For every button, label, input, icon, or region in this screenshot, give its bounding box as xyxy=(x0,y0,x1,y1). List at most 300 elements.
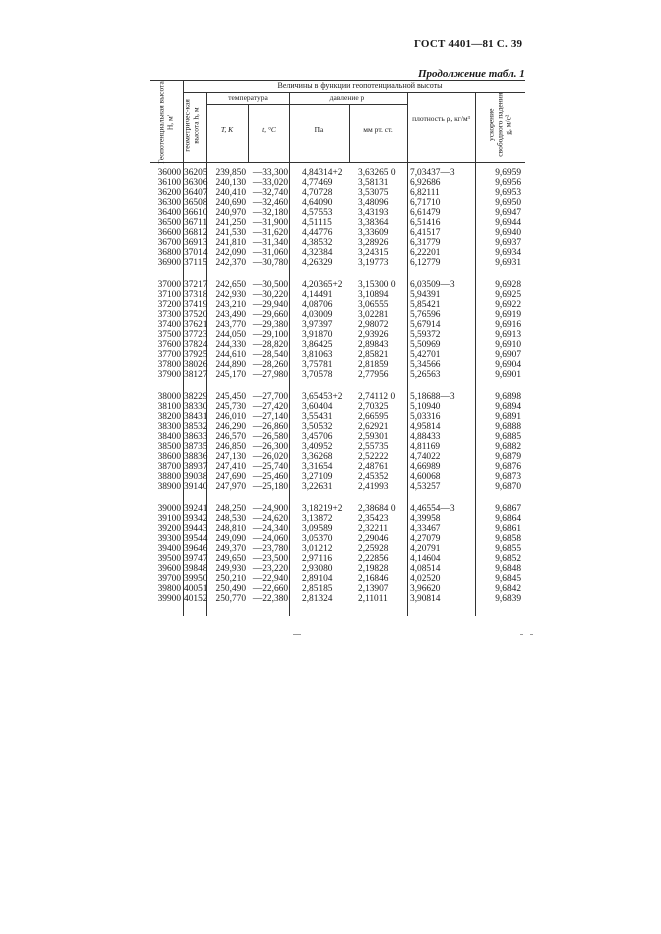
table-cell-rho: 4,95814 xyxy=(410,422,441,432)
table-cell-h: 38127 xyxy=(184,370,208,380)
group-spacer xyxy=(207,380,246,392)
table-cell-rho: 6,82111 xyxy=(410,188,440,198)
table-cell-h: 37419 xyxy=(184,300,208,310)
table-cell-g: 9,6885 xyxy=(495,432,521,442)
table-cell-t: —25,740 xyxy=(252,462,288,472)
table-cell-rho: 6,92686 xyxy=(410,178,441,188)
table-cell-T: 250,770 xyxy=(215,594,246,604)
table-cell-h: 37115 xyxy=(184,258,208,268)
table-continuation-label: Продолжение табл. 1 xyxy=(418,68,525,80)
column-temperature-c xyxy=(250,168,288,604)
table-cell-mm: 3,53075 xyxy=(358,188,389,198)
table-cell-h: 40051 xyxy=(184,584,208,594)
table-cell-rho: 4,33467 xyxy=(410,524,441,534)
table-cell-t: —32,740 xyxy=(252,188,288,198)
table-cell-t: —28,540 xyxy=(252,350,288,360)
table-cell-p: 2,81324 xyxy=(302,594,333,604)
table-cell-p: 4,70728 xyxy=(302,188,333,198)
table-cell-t: —24,060 xyxy=(252,534,288,544)
table-cell-g: 9,6950 xyxy=(495,198,521,208)
table-cell-H: 36300 xyxy=(157,198,181,208)
table-cell-t: —32,460 xyxy=(252,198,288,208)
table-cell-g: 9,6931 xyxy=(495,258,521,268)
table-cell-mm: 3,10894 xyxy=(358,290,389,300)
table-cell-h: 39443 xyxy=(184,524,208,534)
table-cell-T: 240,130 xyxy=(215,178,246,188)
group-spacer xyxy=(150,380,181,392)
col-divider-3 xyxy=(289,92,290,616)
group-spacer xyxy=(410,268,472,280)
page-mark xyxy=(293,634,301,635)
table-cell-t: —22,380 xyxy=(252,594,288,604)
table-cell-p: 3,91870 xyxy=(302,330,333,340)
table-cell-t: —31,900 xyxy=(252,218,288,228)
table-cell-mm: 3,19773 xyxy=(358,258,389,268)
table-cell-T: 241,250 xyxy=(215,218,246,228)
table-cell-h: 37318 xyxy=(184,290,208,300)
header-t: t, °С xyxy=(262,125,276,134)
table-cell-H: 38400 xyxy=(157,432,181,442)
table-cell-mm: 2,74112 0 xyxy=(358,392,396,402)
table-cell-p: 4,14491 xyxy=(302,290,333,300)
table-cell-H: 37900 xyxy=(157,370,181,380)
table-cell-p: 3,27109 xyxy=(302,472,333,482)
table-cell-T: 250,210 xyxy=(215,574,246,584)
table-cell-p: 2,93080 xyxy=(302,564,333,574)
table-cell-mm: 2,70325 xyxy=(358,402,389,412)
table-cell-g: 9,6894 xyxy=(495,402,521,412)
table-cell-T: 244,050 xyxy=(215,330,246,340)
table-cell-H: 37600 xyxy=(157,340,181,350)
table-cell-h: 39140 xyxy=(184,482,208,492)
group-spacer xyxy=(480,380,521,392)
table-cell-H: 38700 xyxy=(157,462,181,472)
table-cell-h: 38229 xyxy=(184,392,208,402)
table-cell-T: 244,610 xyxy=(215,350,246,360)
table-cell-t: —22,660 xyxy=(252,584,288,594)
table-cell-t: —26,860 xyxy=(252,422,288,432)
table-cell-T: 245,450 xyxy=(215,392,246,402)
table-cell-p: 3,97397 xyxy=(302,320,333,330)
table-cell-T: 243,770 xyxy=(215,320,246,330)
table-cell-mm: 3,43193 xyxy=(358,208,389,218)
table-cell-mm: 3,33609 xyxy=(358,228,389,238)
table-cell-H: 39400 xyxy=(157,544,181,554)
table-cell-H: 39900 xyxy=(157,594,181,604)
table-cell-t: —30,780 xyxy=(252,258,288,268)
table-cell-mm: 2,16846 xyxy=(358,574,389,584)
table-cell-T: 248,810 xyxy=(215,524,246,534)
table-cell-g: 9,6845 xyxy=(495,574,521,584)
group-spacer xyxy=(150,492,181,504)
table-cell-p: 4,26329 xyxy=(302,258,333,268)
group-spacer xyxy=(302,380,354,392)
table-cell-h: 39544 xyxy=(184,534,208,544)
table-cell-p: 4,77469 xyxy=(302,178,333,188)
column-density xyxy=(410,168,472,604)
table-cell-p: 3,18219+2 xyxy=(302,504,343,514)
table-cell-mm: 2,89843 xyxy=(358,340,389,350)
table-cell-H: 38800 xyxy=(157,472,181,482)
table-cell-t: —25,180 xyxy=(252,482,288,492)
temp-subdivider xyxy=(248,104,249,162)
table-cell-H: 36200 xyxy=(157,188,181,198)
table-cell-T: 249,090 xyxy=(215,534,246,544)
table-cell-H: 38900 xyxy=(157,482,181,492)
table-cell-h: 36205 xyxy=(184,168,208,178)
table-cell-mm: 2,98072 xyxy=(358,320,389,330)
table-cell-g: 9,6922 xyxy=(495,300,521,310)
table-cell-h: 38937 xyxy=(184,462,208,472)
table-cell-g: 9,6916 xyxy=(495,320,521,330)
table-cell-rho: 4,14604 xyxy=(410,554,441,564)
table-cell-g: 9,6842 xyxy=(495,584,521,594)
table-cell-h: 36306 xyxy=(184,178,208,188)
group-spacer xyxy=(250,492,288,504)
table-cell-H: 39600 xyxy=(157,564,181,574)
group-spacer xyxy=(410,380,472,392)
table-cell-p: 4,44776 xyxy=(302,228,333,238)
table-cell-g: 9,6891 xyxy=(495,412,521,422)
table-cell-T: 243,490 xyxy=(215,310,246,320)
table-cell-h: 39241 xyxy=(184,504,208,514)
table-cell-H: 36700 xyxy=(157,238,181,248)
table-cell-mm: 2,62921 xyxy=(358,422,389,432)
table-cell-g: 9,6879 xyxy=(495,452,521,462)
table-cell-T: 249,650 xyxy=(215,554,246,564)
table-cell-H: 37700 xyxy=(157,350,181,360)
table-cell-p: 3,09589 xyxy=(302,524,333,534)
table-cell-h: 36913 xyxy=(184,238,208,248)
header-pressure: давление p xyxy=(329,93,365,102)
table-cell-t: —28,260 xyxy=(252,360,288,370)
table-cell-h: 39038 xyxy=(184,472,208,482)
table-cell-t: —23,780 xyxy=(252,544,288,554)
table-cell-T: 242,650 xyxy=(215,280,246,290)
table-cell-H: 39000 xyxy=(157,504,181,514)
table-cell-H: 38000 xyxy=(157,392,181,402)
table-cell-g: 9,6907 xyxy=(495,350,521,360)
table-cell-H: 37000 xyxy=(157,280,181,290)
table-cell-rho: 5,42701 xyxy=(410,350,441,360)
table-cell-rho: 5,34566 xyxy=(410,360,441,370)
column-geopotential-height xyxy=(150,168,181,604)
group-spacer xyxy=(358,268,410,280)
table-cell-H: 37400 xyxy=(157,320,181,330)
table-cell-p: 4,32384 xyxy=(302,248,333,258)
table-cell-rho: 3,96620 xyxy=(410,584,441,594)
table-cell-p: 4,38532 xyxy=(302,238,333,248)
header-mmhg: мм рт. ст. xyxy=(363,125,393,134)
table-cell-H: 36400 xyxy=(157,208,181,218)
table-cell-rho: 5,26563 xyxy=(410,370,441,380)
table-cell-T: 246,850 xyxy=(215,442,246,452)
table-cell-p: 3,75781 xyxy=(302,360,333,370)
table-cell-g: 9,6928 xyxy=(495,280,521,290)
table-cell-mm: 3,58131 xyxy=(358,178,389,188)
table-cell-rho: 7,03437—3 xyxy=(410,168,455,178)
table-cell-H: 37300 xyxy=(157,310,181,320)
table-cell-t: —24,900 xyxy=(252,504,288,514)
table-cell-t: —23,220 xyxy=(252,564,288,574)
table-cell-p: 3,55431 xyxy=(302,412,333,422)
table-cell-p: 3,60404 xyxy=(302,402,333,412)
table-cell-T: 249,370 xyxy=(215,544,246,554)
col-divider-5 xyxy=(475,92,476,616)
table-cell-rho: 4,46554—3 xyxy=(410,504,455,514)
table-cell-p: 4,51115 xyxy=(302,218,332,228)
table-cell-g: 9,6861 xyxy=(495,524,521,534)
table-cell-T: 247,970 xyxy=(215,482,246,492)
group-spacer xyxy=(150,268,181,280)
table-cell-h: 39646 xyxy=(184,544,208,554)
table-cell-T: 245,170 xyxy=(215,370,246,380)
table-cell-H: 39500 xyxy=(157,554,181,564)
table-cell-t: —22,940 xyxy=(252,574,288,584)
table-cell-h: 40152 xyxy=(184,594,208,604)
table-cell-t: —29,940 xyxy=(252,300,288,310)
table-cell-T: 249,930 xyxy=(215,564,246,574)
table-cell-t: —27,140 xyxy=(252,412,288,422)
table-cell-g: 9,6848 xyxy=(495,564,521,574)
table-cell-p: 3,13872 xyxy=(302,514,333,524)
table-cell-H: 38300 xyxy=(157,422,181,432)
table-cell-rho: 6,31779 xyxy=(410,238,441,248)
table-cell-T: 247,690 xyxy=(215,472,246,482)
table-cell-g: 9,6888 xyxy=(495,422,521,432)
table-cell-mm: 2,85821 xyxy=(358,350,389,360)
table-cell-h: 37014 xyxy=(184,248,208,258)
table-cell-p: 4,20365+2 xyxy=(302,280,343,290)
table-cell-T: 240,970 xyxy=(215,208,246,218)
table-cell-H: 37200 xyxy=(157,300,181,310)
table-cell-g: 9,6910 xyxy=(495,340,521,350)
table-cell-T: 247,410 xyxy=(215,462,246,472)
table-cell-p: 3,50532 xyxy=(302,422,333,432)
header-pa: Па xyxy=(314,125,324,134)
table-cell-H: 36600 xyxy=(157,228,181,238)
table-cell-p: 2,85185 xyxy=(302,584,333,594)
table-cell-mm: 3,38364 xyxy=(358,218,389,228)
table-cell-T: 244,330 xyxy=(215,340,246,350)
table-cell-g: 9,6913 xyxy=(495,330,521,340)
table-cell-g: 9,6867 xyxy=(495,504,521,514)
table-cell-H: 37500 xyxy=(157,330,181,340)
table-cell-H: 37800 xyxy=(157,360,181,370)
table-cell-p: 3,01212 xyxy=(302,544,333,554)
table-cell-mm: 3,48096 xyxy=(358,198,389,208)
table-cell-h: 37520 xyxy=(184,310,208,320)
header-density: плотность ρ, кг/м³ xyxy=(412,114,470,123)
table-cell-h: 39848 xyxy=(184,564,208,574)
table-cell-mm: 3,28926 xyxy=(358,238,389,248)
table-cell-rho: 4,60068 xyxy=(410,472,441,482)
table-cell-g: 9,6839 xyxy=(495,594,521,604)
table-cell-rho: 5,94391 xyxy=(410,290,441,300)
table-cell-t: —29,380 xyxy=(252,320,288,330)
table-cell-rho: 4,66989 xyxy=(410,462,441,472)
table-cell-mm: 2,25928 xyxy=(358,544,389,554)
table-cell-mm: 3,02281 xyxy=(358,310,389,320)
atmosphere-table xyxy=(150,80,525,616)
table-cell-H: 36000 xyxy=(157,168,181,178)
column-geometric-height xyxy=(184,168,207,604)
table-cell-T: 246,010 xyxy=(215,412,246,422)
header-temperature: температура xyxy=(228,93,268,102)
table-cell-t: —24,340 xyxy=(252,524,288,534)
table-cell-T: 244,890 xyxy=(215,360,246,370)
table-cell-mm: 2,52222 xyxy=(358,452,389,462)
table-cell-h: 39747 xyxy=(184,554,208,564)
table-cell-t: —24,620 xyxy=(252,514,288,524)
table-cell-T: 248,250 xyxy=(215,504,246,514)
table-cell-p: 2,89104 xyxy=(302,574,333,584)
table-cell-H: 36100 xyxy=(157,178,181,188)
table-cell-p: 4,64090 xyxy=(302,198,333,208)
table-cell-H: 38500 xyxy=(157,442,181,452)
table-cell-rho: 6,61479 xyxy=(410,208,441,218)
table-cell-h: 38633 xyxy=(184,432,208,442)
group-spacer xyxy=(480,492,521,504)
table-cell-mm: 2,38684 0 xyxy=(358,504,396,514)
table-cell-g: 9,6904 xyxy=(495,360,521,370)
table-cell-t: —27,420 xyxy=(252,402,288,412)
table-cell-g: 9,6937 xyxy=(495,238,521,248)
table-cell-rho: 4,20791 xyxy=(410,544,441,554)
table-cell-T: 242,930 xyxy=(215,290,246,300)
table-cell-g: 9,6882 xyxy=(495,442,521,452)
table-cell-g: 9,6944 xyxy=(495,218,521,228)
table-cell-g: 9,6953 xyxy=(495,188,521,198)
table-cell-rho: 5,03316 xyxy=(410,412,441,422)
table-cell-h: 39342 xyxy=(184,514,208,524)
table-cell-t: —25,460 xyxy=(252,472,288,482)
table-cell-rho: 4,74022 xyxy=(410,452,441,462)
group-spacer xyxy=(250,380,288,392)
table-cell-rho: 3,90814 xyxy=(410,594,441,604)
table-cell-h: 38836 xyxy=(184,452,208,462)
table-cell-t: —31,060 xyxy=(252,248,288,258)
table-cell-rho: 5,59372 xyxy=(410,330,441,340)
table-cell-H: 39100 xyxy=(157,514,181,524)
table-cell-mm: 2,55735 xyxy=(358,442,389,452)
table-cell-g: 9,6876 xyxy=(495,462,521,472)
table-cell-T: 248,530 xyxy=(215,514,246,524)
table-cell-g: 9,6864 xyxy=(495,514,521,524)
column-temperature-k xyxy=(207,168,246,604)
table-cell-rho: 5,18688—3 xyxy=(410,392,455,402)
table-cell-t: —31,340 xyxy=(252,238,288,248)
table-cell-mm: 3,63265 0 xyxy=(358,168,396,178)
table-cell-H: 39700 xyxy=(157,574,181,584)
table-cell-T: 240,410 xyxy=(215,188,246,198)
table-cell-mm: 2,59301 xyxy=(358,432,389,442)
table-cell-mm: 2,35423 xyxy=(358,514,389,524)
table-cell-H: 38100 xyxy=(157,402,181,412)
table-cell-g: 9,6919 xyxy=(495,310,521,320)
table-cell-T: 250,490 xyxy=(215,584,246,594)
group-spacer xyxy=(302,268,354,280)
table-cell-T: 246,570 xyxy=(215,432,246,442)
table-cell-mm: 2,22856 xyxy=(358,554,389,564)
header-gravity: ускорение свободного падения g, м/с² xyxy=(486,92,513,157)
table-cell-p: 3,31654 xyxy=(302,462,333,472)
table-cell-rho: 6,41517 xyxy=(410,228,441,238)
table-cell-T: 241,810 xyxy=(215,238,246,248)
table-cell-p: 3,86425 xyxy=(302,340,333,350)
table-cell-g: 9,6855 xyxy=(495,544,521,554)
group-spacer xyxy=(184,380,207,392)
table-cell-H: 38200 xyxy=(157,412,181,422)
table-cell-rho: 6,22201 xyxy=(410,248,441,258)
page-mark-right-2 xyxy=(530,634,533,635)
table-cell-T: 239,850 xyxy=(215,168,246,178)
group-spacer xyxy=(250,268,288,280)
table-cell-mm: 2,81859 xyxy=(358,360,389,370)
table-cell-g: 9,6901 xyxy=(495,370,521,380)
table-cell-rho: 5,76596 xyxy=(410,310,441,320)
group-spacer xyxy=(207,492,246,504)
table-cell-g: 9,6956 xyxy=(495,178,521,188)
table-cell-h: 37217 xyxy=(184,280,208,290)
group-spacer xyxy=(358,380,410,392)
table-cell-H: 36500 xyxy=(157,218,181,228)
table-cell-t: —31,620 xyxy=(252,228,288,238)
table-cell-h: 38532 xyxy=(184,422,208,432)
table-cell-g: 9,6959 xyxy=(495,168,521,178)
table-cell-rho: 4,53257 xyxy=(410,482,441,492)
table-cell-p: 3,05370 xyxy=(302,534,333,544)
table-cell-mm: 2,48761 xyxy=(358,462,389,472)
group-spacer xyxy=(480,268,521,280)
table-cell-H: 39200 xyxy=(157,524,181,534)
table-cell-t: —32,180 xyxy=(252,208,288,218)
table-cell-t: —27,700 xyxy=(252,392,288,402)
table-cell-mm: 2,13907 xyxy=(358,584,389,594)
table-cell-rho: 6,12779 xyxy=(410,258,441,268)
table-cell-p: 4,03009 xyxy=(302,310,333,320)
table-cell-h: 36711 xyxy=(184,218,208,228)
table-cell-rho: 5,85421 xyxy=(410,300,441,310)
table-cell-T: 245,730 xyxy=(215,402,246,412)
table-cell-mm: 2,45352 xyxy=(358,472,389,482)
table-cell-p: 4,84314+2 xyxy=(302,168,343,178)
table-cell-h: 37824 xyxy=(184,340,208,350)
table-cell-T: 243,210 xyxy=(215,300,246,310)
table-cell-rho: 4,88433 xyxy=(410,432,441,442)
table-cell-p: 3,81063 xyxy=(302,350,333,360)
table-cell-mm: 2,77956 xyxy=(358,370,389,380)
table-cell-g: 9,6925 xyxy=(495,290,521,300)
table-cell-H: 39800 xyxy=(157,584,181,594)
table-cell-h: 38330 xyxy=(184,402,208,412)
table-cell-T: 240,690 xyxy=(215,198,246,208)
table-cell-t: —27,980 xyxy=(252,370,288,380)
table-cell-t: —26,300 xyxy=(252,442,288,452)
table-cell-h: 36508 xyxy=(184,198,208,208)
table-cell-g: 9,6940 xyxy=(495,228,521,238)
table-cell-t: —33,300 xyxy=(252,168,288,178)
table-cell-h: 37723 xyxy=(184,330,208,340)
table-cell-mm: 2,19828 xyxy=(358,564,389,574)
table-cell-p: 4,08706 xyxy=(302,300,333,310)
table-cell-rho: 4,08514 xyxy=(410,564,441,574)
table-cell-rho: 4,27079 xyxy=(410,534,441,544)
group-spacer xyxy=(184,268,207,280)
page-mark-right xyxy=(520,634,523,635)
table-cell-mm: 2,32211 xyxy=(358,524,389,534)
table-cell-p: 3,36268 xyxy=(302,452,333,462)
